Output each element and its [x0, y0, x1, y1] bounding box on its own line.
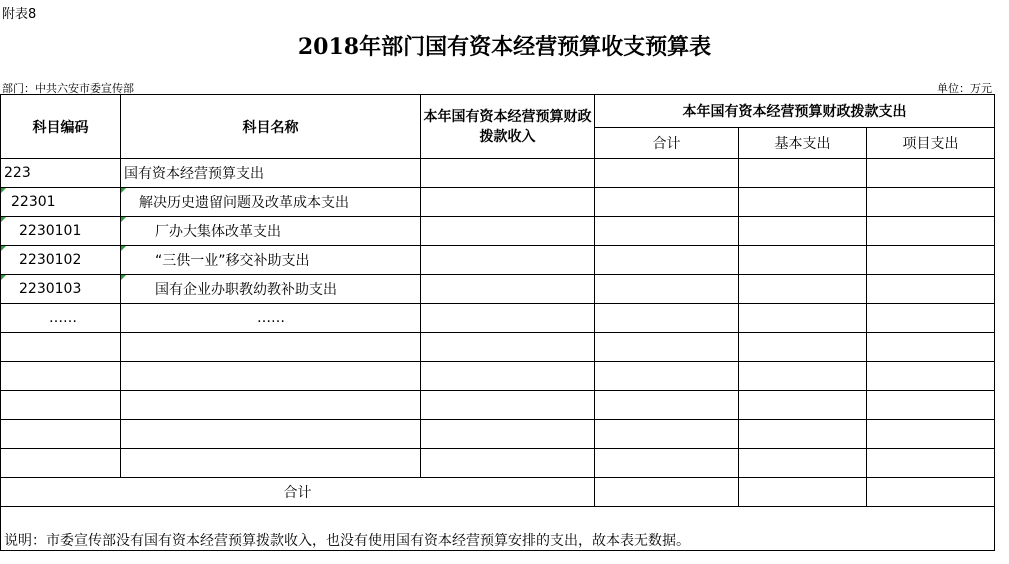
note-text: 说明：市委宣传部没有国有资本经营预算拨款收入，也没有使用国有资本经营预算安排的支出，故本表无数据。 [1, 507, 995, 551]
row-total [595, 304, 739, 333]
row-basic [739, 217, 867, 246]
row-project [867, 159, 995, 188]
total-basic [739, 478, 867, 507]
row-project [867, 188, 995, 217]
row-name: “三供一业”移交补助支出 [121, 246, 421, 275]
row-income [421, 275, 595, 304]
row-project [867, 275, 995, 304]
row-total [595, 159, 739, 188]
row-basic [739, 159, 867, 188]
row-income [421, 159, 595, 188]
table-row [1, 188, 995, 217]
row-project [867, 304, 995, 333]
row-basic [739, 304, 867, 333]
row-basic [739, 246, 867, 275]
row-code: 22301 [1, 188, 121, 217]
table-row [1, 420, 995, 449]
row-total [595, 275, 739, 304]
row-basic [739, 188, 867, 217]
table-row [1, 362, 995, 391]
table-row [1, 304, 995, 333]
header-income: 本年国有资本经营预算财政拨款收入 [421, 95, 595, 159]
row-code: 2230101 [1, 217, 121, 246]
header-code: 科目编码 [1, 95, 121, 159]
total-sum [595, 478, 739, 507]
row-code: 2230103 [1, 275, 121, 304]
row-total [595, 246, 739, 275]
header-basic: 基本支出 [739, 128, 867, 159]
row-total [595, 188, 739, 217]
row-name: 国有资本经营预算支出 [121, 159, 421, 188]
row-code: 2230102 [1, 246, 121, 275]
row-total [595, 217, 739, 246]
row-income [421, 246, 595, 275]
total-row [1, 478, 995, 507]
table-row [1, 449, 995, 478]
row-code: 223 [1, 159, 121, 188]
header-total: 合计 [595, 128, 739, 159]
total-label: 合计 [1, 478, 595, 507]
table-row [1, 275, 995, 304]
row-name: 厂办大集体改革支出 [121, 217, 421, 246]
table-row [1, 391, 995, 420]
header-expense-group: 本年国有资本经营预算财政拨款支出 [595, 95, 995, 128]
table-row [1, 159, 995, 188]
table-row [1, 217, 995, 246]
header-project: 项目支出 [867, 128, 995, 159]
row-name: 国有企业办职教幼教补助支出 [121, 275, 421, 304]
header-name: 科目名称 [121, 95, 421, 159]
annex-label: 附表8 [2, 7, 37, 22]
table-row [1, 246, 995, 275]
row-income [421, 188, 595, 217]
department-label: 部门：中共六安市委宣传部 [2, 82, 134, 95]
budget-table [0, 94, 995, 551]
page-title: 2018年部门国有资本经营预算收支预算表 [297, 34, 712, 60]
row-project [867, 217, 995, 246]
row-name: …… [121, 304, 421, 333]
row-name: 解决历史遗留问题及改革成本支出 [121, 188, 421, 217]
row-income [421, 304, 595, 333]
total-project [867, 478, 995, 507]
table-row [1, 333, 995, 362]
row-income [421, 217, 595, 246]
row-project [867, 246, 995, 275]
row-basic [739, 275, 867, 304]
unit-label: 单位：万元 [937, 82, 992, 95]
row-code: …… [1, 304, 121, 333]
